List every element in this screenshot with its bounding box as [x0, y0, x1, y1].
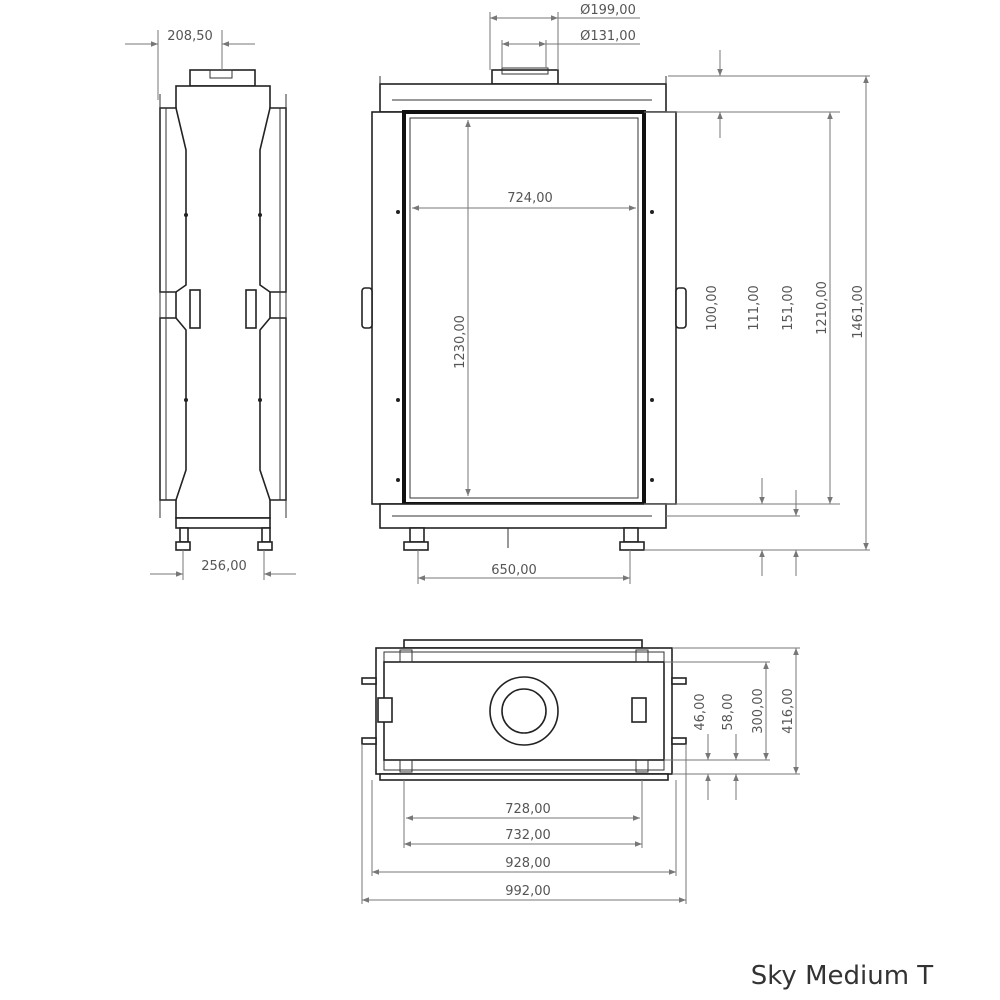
side-view	[160, 70, 286, 550]
dim-h1210: 1210,00	[815, 281, 830, 335]
dim-w728: 728,00	[505, 802, 551, 817]
dim-flue-outer: Ø199,00	[580, 3, 636, 18]
dim-glass-height: 1230,00	[453, 315, 468, 369]
dim-w992: 992,00	[505, 884, 551, 899]
front-view	[362, 68, 686, 550]
dim-w732: 732,00	[505, 828, 551, 843]
dim-glass-width: 724,00	[507, 191, 553, 206]
dim-d46: 46,00	[693, 693, 708, 731]
dim-d58: 58,00	[721, 693, 736, 731]
dim-side-bottom: 256,00	[201, 559, 247, 574]
drawing-title: Sky Medium T	[750, 961, 934, 991]
dim-side-top: 208,50	[167, 29, 213, 44]
top-view	[362, 640, 686, 780]
dim-h151: 151,00	[781, 285, 796, 331]
dim-legs-width: 650,00	[491, 563, 537, 578]
dim-w928: 928,00	[505, 856, 551, 871]
dim-h111: 111,00	[747, 285, 762, 331]
dim-h1461: 1461,00	[851, 285, 866, 339]
dim-d416: 416,00	[781, 688, 796, 734]
dim-d300: 300,00	[751, 688, 766, 734]
dim-flue-inner: Ø131,00	[580, 29, 636, 44]
dim-h100: 100,00	[705, 285, 720, 331]
